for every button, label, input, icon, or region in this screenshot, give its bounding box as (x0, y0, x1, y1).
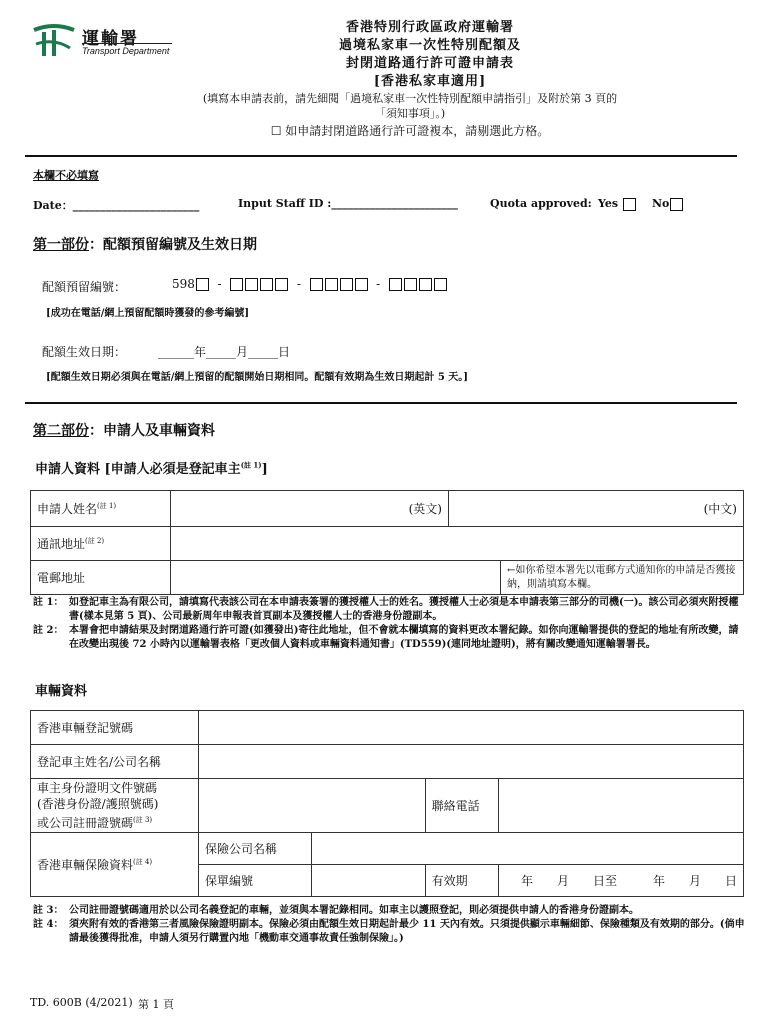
validity-label: 有效期 (425, 865, 498, 897)
office-use-heading: 本欄不必填寫 (33, 169, 99, 182)
quota-approved-label: Quota approved: (490, 197, 592, 210)
applicant-name-label (31, 491, 171, 527)
note-2 (33, 624, 745, 650)
quota-ref-input[interactable]: 598 - - - (172, 277, 448, 291)
quota-ref-note: [成功在電話/網上預留配額時獲發的參考編號] (46, 308, 250, 319)
validity-input[interactable]: 年 月 日至 年 月 日 (498, 865, 743, 897)
permit-copy-checkbox[interactable]: ☐ 如申請封閉道路通行許可證複本，請剔選此方格。 (270, 124, 550, 138)
form-title-line-2: 過境私家車一次性特別配額及 (338, 38, 521, 53)
english-label: (英文) (408, 502, 442, 516)
email-hint: ←如你希望本署先以電郵方式通知你的申請是否獲接納，則請填寫本欄。 (501, 561, 744, 595)
applicant-heading-end: ] (261, 462, 268, 477)
quota-no-option (652, 197, 684, 211)
owner-id-label-line-1: 車主身份證明文件號碼 (37, 781, 158, 795)
part1-heading-label: 第一部份 (33, 237, 89, 253)
vehicle-reg-label: 香港車輛登記號碼 (31, 711, 199, 745)
address-label (31, 527, 171, 561)
divider (25, 402, 737, 404)
office-date-field: Date：_______________________ (33, 199, 200, 212)
chinese-label: (中文) (703, 502, 737, 516)
owner-id-label-line-2: (香港身份證/護照號碼) (37, 797, 159, 811)
quota-date-input[interactable]: ______年_____月_____日 (158, 345, 291, 359)
owner-name-input[interactable] (199, 745, 744, 779)
policy-label: 保單編號 (199, 865, 312, 897)
transport-department-logo-icon (30, 22, 78, 60)
insurance-label-text: 香港車輛保險資料 (37, 858, 134, 872)
address-label-text: 通訊地址 (37, 537, 86, 551)
note3-ref: (註 3) (133, 816, 153, 824)
email-label: 電郵地址 (31, 561, 171, 595)
quota-no-label: No (652, 197, 670, 210)
quota-ref-label: 配額預留編號： (42, 280, 127, 294)
insurer-label: 保險公司名稱 (199, 833, 312, 865)
owner-id-input[interactable] (199, 779, 426, 833)
applicant-name-label-text: 申請人姓名 (37, 502, 98, 516)
part1-heading (33, 234, 257, 254)
note-4-label: 註 4： (33, 919, 64, 930)
quota-ref-prefix: 598 (172, 277, 195, 291)
note-2-text: 本署會把申請結果及封閉道路通行許可證(如獲發出)寄往此地址，但不會就本欄填寫的資料更改本署紀錄。如你向運輸署提供的登記的地址有所改變，請在改變出現後 72 小時內以運輸署表格「更改個人資料或車輛資料通知書」(TD559)(連同地址證明)，將有關改變通知運輸署署長。 (69, 625, 739, 650)
note-3-text: 公司註冊證號碼適用於以公司名義登記的車輛，並須與本署記錄相同。如車主以護照登記，則必須提供申請人的香港身份證副本。 (69, 905, 639, 916)
applicant-name-chinese-input[interactable] (449, 491, 744, 527)
phone-label: 聯絡電話 (425, 779, 498, 833)
form-number: TD. 600B (4/2021) (30, 996, 133, 1009)
note-4 (33, 918, 745, 944)
owner-name-label: 登記車主姓名/公司名稱 (31, 745, 199, 779)
vehicle-reg-input[interactable] (199, 711, 744, 745)
quota-yes-label: Yes (598, 197, 619, 210)
note-3-label: 註 3： (33, 905, 64, 916)
applicant-heading-text: 申請人資料 [申請人必須是登記車主 (35, 462, 241, 477)
part2-heading-label: 第二部份 (33, 423, 89, 439)
quota-yes-option (598, 197, 637, 211)
note-3 (33, 904, 745, 918)
phone-input[interactable] (498, 779, 743, 833)
part2-heading (33, 420, 215, 440)
vehicle-table (30, 710, 744, 897)
quota-yes-checkbox (623, 198, 636, 211)
note-1 (33, 596, 745, 622)
note4-ref: (註 4) (133, 858, 153, 866)
quota-no-checkbox (670, 198, 683, 211)
office-staff-id-field: Input Staff ID :_______________________ (238, 197, 458, 210)
logo-english-name: Transport Department (82, 46, 170, 56)
note1-ref: (註 1) (240, 460, 262, 470)
applicant-name-english-input[interactable] (171, 491, 449, 527)
policy-input[interactable] (312, 865, 426, 897)
logo-divider (82, 43, 172, 44)
vehicle-heading: 車輛資料 (35, 684, 88, 699)
owner-id-label-line-3: 或公司註冊證號碼 (37, 816, 134, 830)
quota-date-note: [配額生效日期必須與在電話/網上預留的配額開始日期相同。配額有效期為生效日期起計 5 天。] (46, 372, 469, 383)
note1-ref: (註 1) (97, 502, 117, 510)
note2-ref: (註 2) (85, 537, 105, 545)
insurer-input[interactable] (312, 833, 744, 865)
note-4-text: 須夾附有效的香港第三者風險保險證明副本。保險必須由配額生效日期起計最少 11 天內有效。只須提供顯示車輛細節、保險種類及有效期的部分。(倘申請最後獲得批准，申請人須另行購置內地「機動車交通事故責任強制保險」。) (69, 919, 745, 944)
email-input[interactable] (171, 561, 501, 595)
note-1-text: 如登記車主為有限公司，請填寫代表該公司在本申請表簽署的獲授權人士的姓名。獲授權人士必須是本申請表第三部分的司機(一)。該公司必須夾附授權書(樣本見第 5 頁)、公司最新周年申報表首頁副本及獲授權人士的香港身份證副本。 (69, 597, 739, 622)
quota-date-label: 配額生效日期： (42, 345, 127, 359)
note-2-label: 註 2： (33, 625, 64, 636)
form-title-line-1: 香港特別行政區政府運輸署 (345, 20, 514, 35)
applicant-table (30, 490, 744, 595)
applicant-heading (35, 458, 268, 477)
part2-heading-title: ：申請人及車輛資料 (89, 423, 215, 439)
insurance-label (31, 833, 199, 897)
address-input[interactable] (171, 527, 744, 561)
form-title-line-4: [香港私家車適用] (373, 74, 487, 89)
instruction-note-line-2: 「須知事項」。) (374, 107, 446, 120)
form-title-line-3: 封閉道路通行許可證申請表 (345, 56, 514, 71)
logo-chinese-name: 運輸署 (82, 29, 139, 49)
page-number: 第 1 頁 (138, 998, 174, 1011)
owner-id-label (31, 779, 199, 833)
divider (25, 155, 737, 157)
note-1-label: 註 1： (33, 597, 64, 608)
instruction-note-line-1: (填寫本申請表前，請先細閱「過境私家車一次性特別配額申請指引」及附於第 3 頁的 (202, 92, 618, 105)
part1-heading-title: ：配額預留編號及生效日期 (89, 237, 257, 253)
